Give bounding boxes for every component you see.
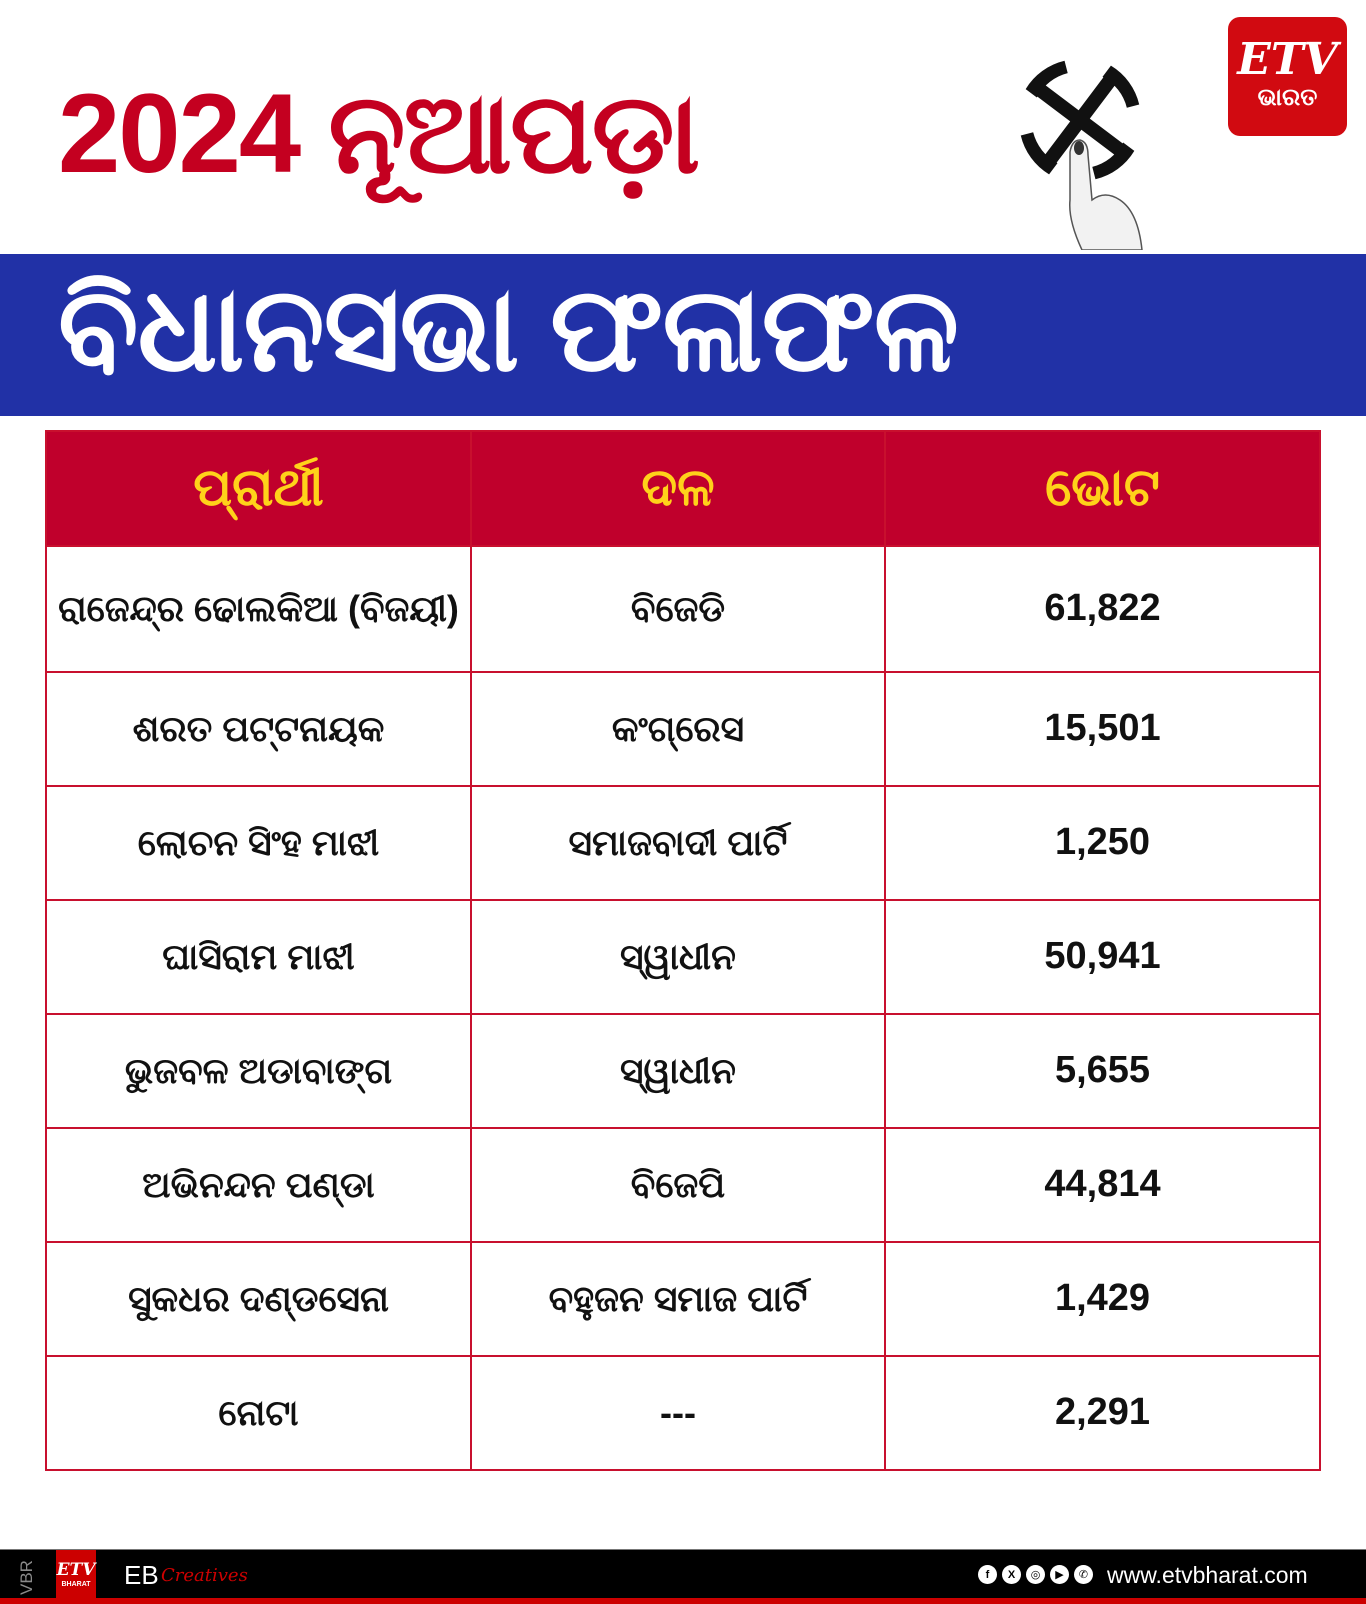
candidate-cell: ଅଭିନନ୍ଦନ ପଣ୍ଡା [46, 1128, 471, 1242]
results-table [45, 430, 1321, 1471]
footer-logo-sub: BHARAT [61, 1580, 91, 1588]
votes-cell: 61,822 [885, 546, 1320, 672]
table-row [46, 786, 1320, 900]
social-icons [978, 1565, 1093, 1584]
logo-subtitle: ଭାରତ [1257, 83, 1318, 111]
etv-bharat-logo [1228, 17, 1347, 136]
candidate-cell: ନୋଟା [46, 1356, 471, 1470]
table-header-row [46, 431, 1320, 546]
candidate-cell: ରାଜେନ୍ଦ୍ର ଢୋଲକିଆ (ବିଜୟୀ) [46, 546, 471, 672]
party-cell: ସ୍ୱାଧୀନ [471, 900, 885, 1014]
whatsapp-icon[interactable]: ✆ [1074, 1565, 1093, 1584]
candidate-cell: ସୁକଧର ଦଣ୍ଡସେନା [46, 1242, 471, 1356]
party-cell: --- [471, 1356, 885, 1470]
logo-brand: ETV [1237, 33, 1338, 85]
party-cell: ସ୍ୱାଧୀନ [471, 1014, 885, 1128]
candidate-cell: ଶରତ ପଟ୍ଟନାୟକ [46, 672, 471, 786]
votes-cell: 1,250 [885, 786, 1320, 900]
votes-cell: 50,941 [885, 900, 1320, 1014]
table-row [46, 1128, 1320, 1242]
candidate-cell: ଘାସିରାମ ମାଝୀ [46, 900, 471, 1014]
footer-logo-brand: ETV [56, 1559, 96, 1580]
footer-bar [0, 1549, 1366, 1604]
table-row [46, 546, 1320, 672]
candidate-cell: ଭୁଜବଳ ଅଡାବାଙ୍ଗ [46, 1014, 471, 1128]
page-title: 2024 ନୂଆପଡ଼ା [58, 71, 699, 196]
votes-cell: 5,655 [885, 1014, 1320, 1128]
youtube-icon[interactable]: ▶ [1050, 1565, 1069, 1584]
header-candidate: ପ୍ରାର୍ଥୀ [46, 431, 471, 546]
banner-title: ବିଧାନସଭା ଫଳାଫଳ [58, 264, 958, 396]
footer-etv-logo [56, 1550, 96, 1599]
candidate-cell: ଲୋଚନ ସିଂହ ମାଝୀ [46, 786, 471, 900]
website-link[interactable]: www.etvbharat.com [1107, 1562, 1308, 1588]
party-cell: ବିଜେଡି [471, 546, 885, 672]
votes-cell: 2,291 [885, 1356, 1320, 1470]
footer-tag: VBR [17, 1560, 36, 1596]
votes-cell: 15,501 [885, 672, 1320, 786]
creatives-label: Creatives [161, 1565, 248, 1586]
header-party: ଦଳ [471, 431, 885, 546]
table-row [46, 672, 1320, 786]
instagram-icon[interactable]: ◎ [1026, 1565, 1045, 1584]
party-cell: ସମାଜବାଦୀ ପାର୍ଟି [471, 786, 885, 900]
table-row [46, 900, 1320, 1014]
table-row [46, 1242, 1320, 1356]
eb-label: EB [124, 1560, 159, 1590]
table-row [46, 1356, 1320, 1470]
party-cell: ବିଜେପି [471, 1128, 885, 1242]
footer-red-stripe [0, 1598, 1366, 1604]
ballot-swastik-finger-icon [1010, 40, 1170, 250]
votes-cell: 1,429 [885, 1242, 1320, 1356]
facebook-icon[interactable]: f [978, 1565, 997, 1584]
votes-cell: 44,814 [885, 1128, 1320, 1242]
banner [0, 254, 1366, 416]
x-twitter-icon[interactable]: X [1002, 1565, 1021, 1584]
header-votes: ଭୋଟ [885, 431, 1320, 546]
party-cell: କଂଗ୍ରେସ [471, 672, 885, 786]
table-row [46, 1014, 1320, 1128]
party-cell: ବହୁଜନ ସମାଜ ପାର୍ଟି [471, 1242, 885, 1356]
